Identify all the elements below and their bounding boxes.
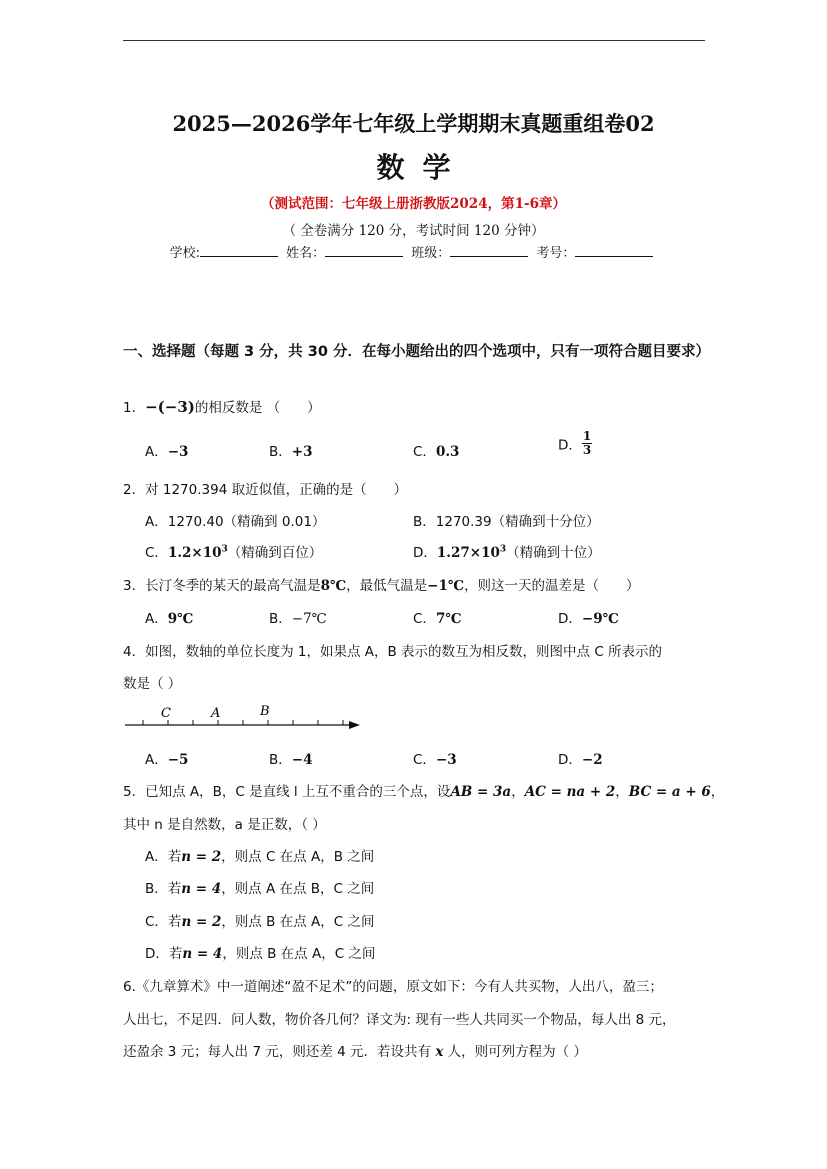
point-a-label: A	[211, 706, 221, 721]
q4-option-a: A．−5	[145, 752, 189, 768]
name-blank	[325, 244, 403, 257]
q2-option-c: C．$1.2\times 10^3$（精确到百位）	[145, 544, 323, 561]
q2-option-a: A．1270.40（精确到 0.01）	[145, 514, 326, 530]
section-1-title: 一、选择题（每题 3 分，共 30 分．在每小题给出的四个选项中，只有一项符合题目要求）	[123, 344, 710, 360]
q1-number: 1．	[123, 400, 146, 416]
school-blank	[200, 244, 278, 257]
student-info	[0, 242, 827, 261]
id-blank	[575, 244, 653, 257]
name-label: 姓名：	[286, 246, 326, 261]
class-label: 班级：	[411, 246, 451, 261]
q4-number-line	[120, 700, 370, 736]
q5-option-b: B．若n = 4，则点 A 在点 B，C 之间	[145, 881, 375, 897]
q1-expression: −(−3)	[145, 398, 195, 416]
q1-text: 的相反数是 （ ）	[194, 400, 321, 416]
header-rule	[123, 40, 705, 41]
q4-stem-line2: 数是（ ）	[123, 676, 182, 692]
q3-stem: 3．长汀冬季的某天的最高气温是8℃，最低气温是−1℃，则这一天的温差是（ ）	[123, 578, 640, 594]
q4-option-c: C．−3	[413, 752, 457, 768]
q2-option-b: B．1270.39（精确到十分位）	[413, 514, 600, 530]
point-c-label: C	[161, 706, 171, 721]
q5-option-a: A．若n = 2，则点 C 在点 A，B 之间	[145, 849, 375, 865]
number-line-arrow	[349, 721, 360, 729]
q1-option-c: C．0.3	[413, 444, 460, 460]
q3-option-b: B．−7℃	[269, 611, 327, 627]
q1-option-a: A．−3	[145, 444, 189, 460]
exam-title: 2025—2026学年七年级上学期期末真题重组卷02	[172, 111, 655, 136]
q5-stem-line2: 其中 n 是自然数，a 是正数，（ ）	[123, 817, 326, 833]
q4-stem-line1: 4．如图，数轴的单位长度为 1，如果点 A，B 表示的数互为相反数，则图中点 C 所表示的	[123, 644, 663, 660]
q6-stem-line2: 人出七，不足四．问人数，物价各几何？译文为: 现有一些人共同买一个物品，每人出 8 元，	[123, 1012, 676, 1028]
q3-option-a: A．9℃	[145, 611, 194, 627]
q1-stem	[123, 396, 321, 416]
q5-stem-line1: 5．已知点 A，B，C 是直线 l 上互不重合的三个点，设AB = 3a，AC = na + 2，BC = a + 6，	[123, 784, 725, 800]
q5-option-c: C．若n = 2，则点 B 在点 A，C 之间	[145, 914, 375, 930]
q5-option-d: D．若n = 4，则点 B 在点 A，C 之间	[145, 946, 376, 962]
q4-option-d: D．−2	[558, 752, 603, 768]
q6-stem-line3: 还盈余 3 元；每人出 7 元，则还差 4 元．若设共有 x 人，则可列方程为（ ）	[123, 1044, 587, 1060]
q3-option-c: C．7℃	[413, 611, 462, 627]
q2-option-d: D．$1.27\times 10^3$（精确到十位）	[413, 544, 601, 561]
q3-option-d: D．−9℃	[558, 611, 619, 627]
number-line-ticks	[143, 720, 343, 725]
q2-stem: 2．对 1270.394 取近似值，正确的是（ ）	[123, 482, 408, 498]
q4-option-b: B．−4	[269, 752, 313, 768]
school-label: 学校:	[169, 246, 200, 261]
q1-option-d: D． $\frac{1}{3}$	[558, 429, 592, 457]
q1-option-b: B．+3	[269, 444, 313, 460]
subject-title: 数学	[376, 151, 469, 184]
class-blank	[450, 244, 528, 257]
q1-fraction: $\frac{1}{3}$	[582, 429, 592, 457]
test-range: （测试范围：七年级上册浙教版2024，第1-6章）	[261, 196, 566, 212]
score-note: （ 全卷满分 120 分，考试时间 120 分钟）	[282, 223, 545, 239]
id-label: 考号：	[536, 246, 576, 261]
point-b-label: B	[260, 704, 270, 719]
q6-stem-line1: 6.《九章算术》中一道阐述“盈不足术”的问题，原文如下：今有人共买物，人出八，盈三；	[123, 979, 663, 995]
